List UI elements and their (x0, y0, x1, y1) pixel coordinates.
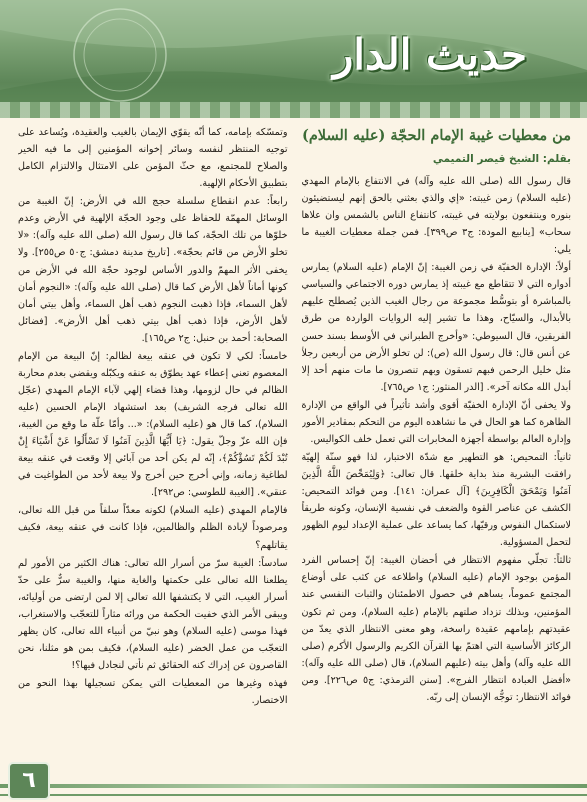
paragraph: ثانياً: التمحيص: هو التطهير مع شدّة الاختبار، لذا فهو سنّة إلهيّة رافقت البشرية منذ بداية خلقها. قال تعالى: ﴿وَلِيُمَحِّصَ اللَّهُ الَّذِينَ آمَنُوا وَيَمْحَقَ الْكَافِرِينَ﴾ [آل عمران: ١٤١]. ومن فوائد التمحيص: الكشف عن عناصر القوة والضعف في نفسية الإنسان، وكونه طريقاً لاستكمال النفوس ورقيّها، كما يساعد على عملية الإعداد ليوم الظهور لتحمل المسؤولية. (301, 451, 571, 549)
left-column (18, 124, 288, 758)
paragraph: ثالثاً: تجلّي مفهوم الانتظار في أحضان الغيبة: إنّ إحساس الفرد المؤمن بوجود الإمام (عليه السلام) واطلاعه عن كثب على أوضاع المجتمع عموماً، يساهم في حصول الاطمئنان والثبات النفسي عند المؤمنين، وبذلك تزداد صلتهم بالإمام (عليه السلام)، ومن ثم تكون عقيدتهم بإمامهم عقيدة راسخة، وهو معنى الانتظار الذي يعدّ من الركائز الأساسية التي اهتمّ بها القرآن الكريم والرسول الأكرم (صلى الله عليه وآله) وأهل بيته (عليهم السلام)، قال (صلى الله عليه وآله): «أفضل العبادة انتظار الفرج». [سنن الترمذي: ج٥ ص٢٢٦]. ومن فوائد الانتظار: توجُّه الإنسان إلى ربّه. (301, 555, 571, 703)
article-author: بقلم: الشيخ قيصر التميمي (432, 153, 571, 166)
paragraph: ولا يخفى أنّ الإدارة الخفيّة أقوى وأشد تأثيراً في الواقع من الإدارة الظاهرة كما هو الحال في ما نشاهده اليوم من التحكم بمقادير الأمور وإدارة العالم بواسطة أجهزة المخابرات التي تعمل خلف الكواليس. (301, 399, 571, 445)
paragraph: قال رسول الله (صلى الله عليه وآله) في الانتفاع بالإمام المهدي (عليه السلام) زمن غيبته: «إي والذي بعثني بالحق إنهم ليستضيئون بنوره وينتفعون بولايته في غيبته، كانتفاع الناس بالشمس وان علاها سحاب» [ينابيع المودة: ج٣ ص٣٩٩]. فمن جملة معطيات الغيبة ما يلي: (301, 175, 571, 256)
footer-divider-thin (0, 794, 587, 796)
paragraph: فهذه وغيرها من المعطيات التي يمكن تسجيلها بهذا النحو من الاختصار. (18, 678, 288, 707)
paragraph: فالإمام المهدي (عليه السلام) لكونه معدّاً سلفاً من قبل الله تعالى، ومرصوداً لإبادة الظلم والظالمين، فإذا كانت في عنقه بيعة، فكيف يقاتلهم؟ (18, 505, 288, 551)
article-body (18, 124, 571, 758)
page-title: حديث الدار (332, 30, 527, 79)
article-title: من معطيات غيبة الإمام الحجّة (عليه السلام) (301, 127, 571, 144)
footer-divider (0, 784, 587, 788)
page-number: ٦ (8, 762, 50, 800)
right-column (302, 124, 572, 758)
page-footer (0, 762, 587, 802)
paragraph: خامساً: لكي لا تكون في عنقه بيعة لظالم: إنّ البيعة من الإمام المعصوم تعني إعطاء عهد يطوّق به عنقه ويكبّله ويقضي بعدم محاربة الظالم في حال لزومها، وهذا قضاء إلهي لآباء الإمام المهدي (عجّل الله تعالى فرجه الشريف) بعد استشهاد الإمام الحسين (عليه السلام)، كما قال هو (عليه السلام): «... وأمّا علّة ما وقع من الغيبة، فإن الله عزّ وجلّ يقول: ﴿يَا أَيُّهَا الَّذِينَ آمَنُوا لَا تَسْأَلُوا عَنْ أَشْيَاءَ إِنْ تُبْدَ لَكُمْ تَسُؤْكُمْ﴾، إنّه لم يكن أحد من آبائي إلا وقعت في عنقه بيعة لطاغية زمانه، وإني أخرج حين أخرج ولا بيعة لأحد من الطواغيت في عنقي». [الغيبة للطوسي: ص٢٩٢]. (18, 350, 288, 499)
paragraph: وتمسّكه بإمامه، كما أنّه يقوّي الإيمان بالغيب والعقيدة، ويُساعد على توجيه المنتظر لنفسه وسائر إخوانه المؤمنين إلى ما فيه الخير والصلاح للمجتمع، مع حثّ المؤمن على الامتثال والالتزام الكامل بتطبيق الأحكام الإلهية. (18, 127, 288, 190)
paragraph: رابعاً: عدم انقطاع سلسلة حجج الله في الأرض: إنّ الغيبة من الوسائل المهمّة للحفاظ على وجود الحجّة الإلهية في الأرض وعدم خلوّها من تلك الحجّة، كما قال رسول الله (صلى الله عليه وآله): «لا تخلو الأرض من قائم بحجّة». [تاريخ مدينة دمشق: ج٥٠ ص٢٥٥]. ولا يخفى الأثر المهمّ والدور الأساس لوجود حجّة الله في الأرض من كونها أماناً لأهل الأرض كما قال (صلى الله عليه وآله): «النجوم أمان لأهل السماء، فإذا ذهبت النجوم ذهب أهل السماء، وأهل بيتي أمان لأهل الأرض، فإذا ذهب أهل بيتي ذهب أهل الأرض». [فضائل الصحابة: أحمد بن حنبل: ج٢ ص١٦٥]. (18, 196, 288, 344)
header-banner (0, 0, 587, 118)
paragraph: أولاً: الإدارة الخفيّة في زمن الغيبة: إنّ الإمام (عليه السلام) يمارس أدواره التي لا تتقاطع مع غيبته إذ يمارس دوره الاجتماعي والسياسي بالمباشرة أو بتوسُّط مجموعة من رجال الغيب الذين يُصطلح عليهم بالأبدال، والسيّاح، وهذا ما تشير إليه الروايات الواردة من طرق الفريقين، قال السيوطي: «وأخرج الطبراني في الأوسط بسند حسن عن أنس قال: قال رسول الله (ص): لن تخلو الأرض من أربعين رجلاً مثل خليل الرحمن فبهم تسقون وبهم تنصرون ما مات منهم أحد إلا أبدل الله مكانه آخر». [الدر المنثور: ج١ ص٧٦٥]. (301, 262, 571, 393)
paragraph: سادساً: الغيبة سرّ من أسرار الله تعالى: هناك الكثير من الأمور لم يطلعنا الله تعالى على حكمتها والغاية منها، والغيبة سرٌّ على حدّ أسرار الغيب، التي لا يكتشفها الله تعالى إلا لمن ارتضى من أوليائه، ويبقى الأمر الذي خفيت الحكمة من ورائه مثاراً للتعجّب والاستغراب، فهذا موسى (عليه السلام) وهو نبيّ من أنبياء الله تعالى، كان يظهر التعجّب من عمل الخضر (عليه السلام)، فكيف بمن هو مثلنا، نحن القاصرون عن إدراك كنه الحقائق ثم نأتي لنجادل فيها؟! (18, 557, 288, 671)
banner-strip (0, 102, 587, 118)
